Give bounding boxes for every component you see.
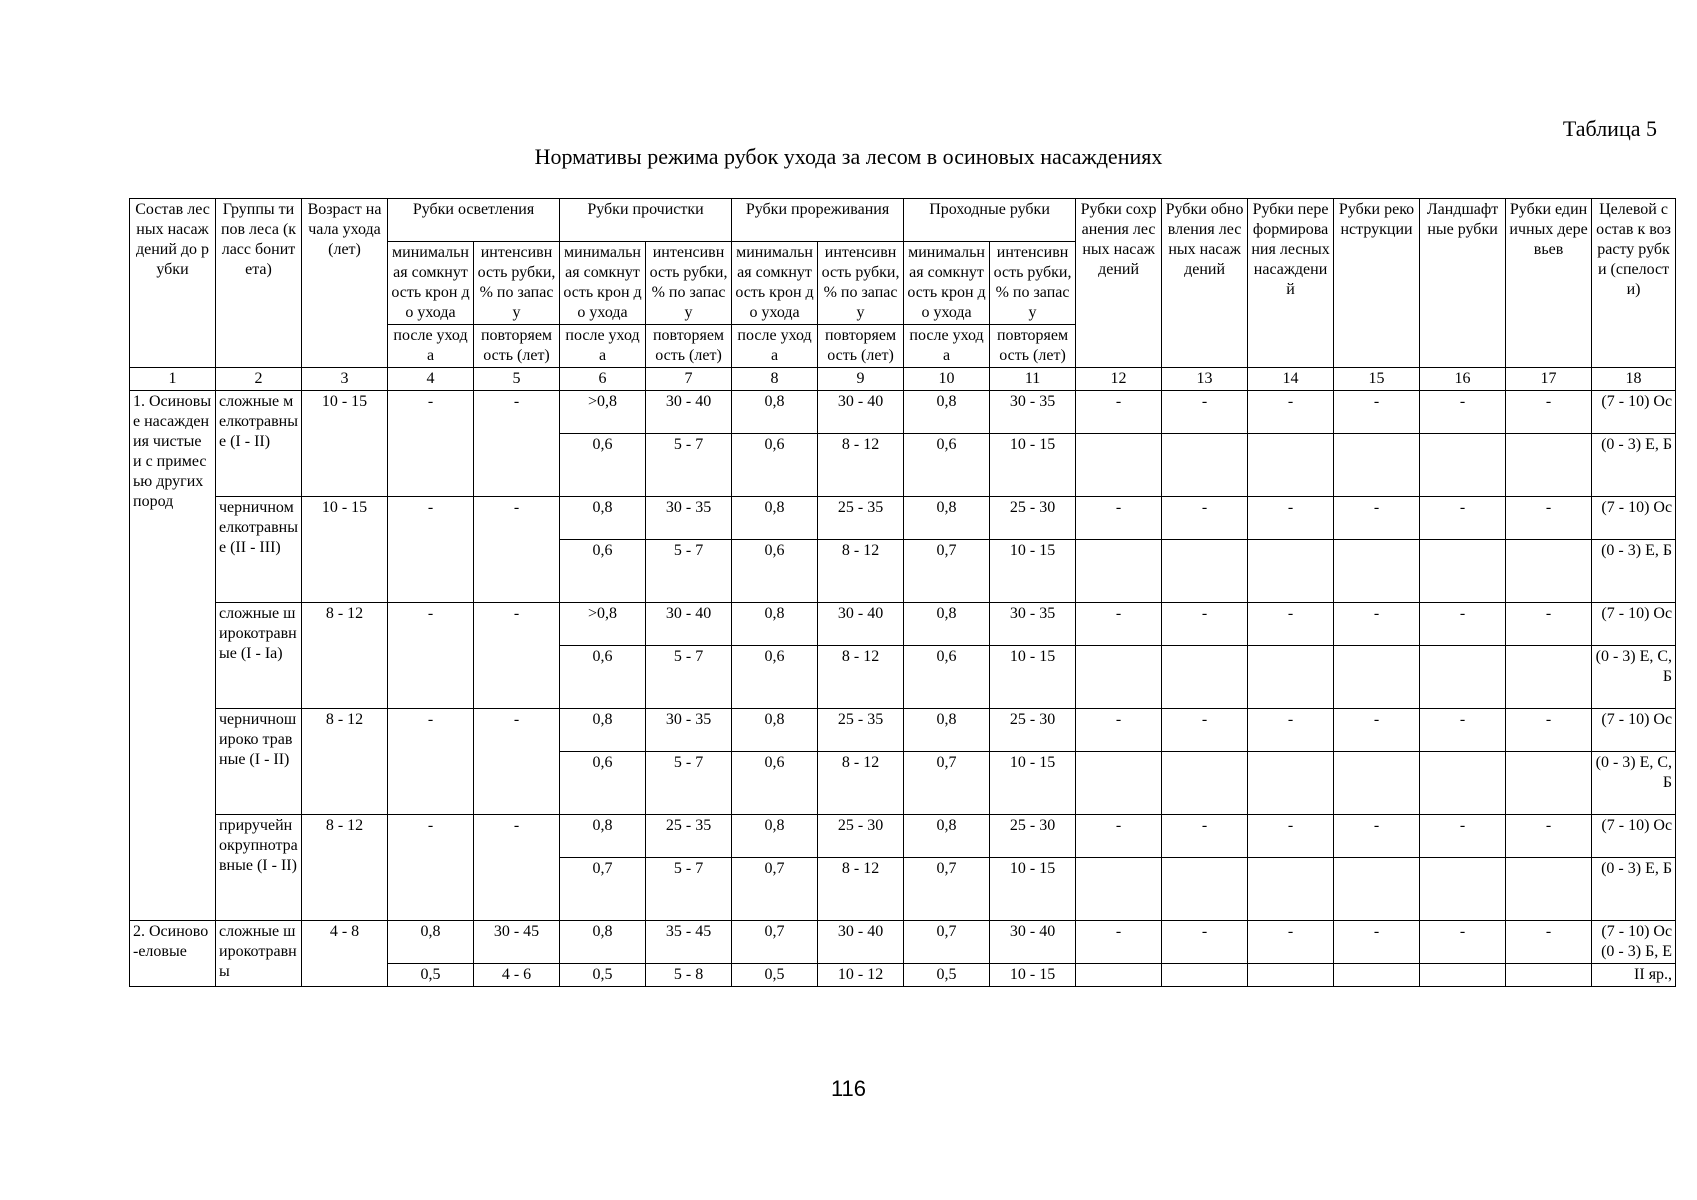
header-after-care: после ухода (732, 325, 818, 368)
value-cell: 0,8 (732, 815, 818, 858)
start-age-cell: 8 - 12 (302, 603, 388, 709)
empty-cell (1420, 858, 1506, 921)
header-composition: Состав лесных насаждений до рубки (130, 199, 216, 368)
value-cell: 0,6 (560, 752, 646, 815)
header-preservation: Рубки сохранения лесных насаждений (1076, 199, 1162, 368)
value-cell: 10 - 15 (990, 646, 1076, 709)
start-age-cell: 4 - 8 (302, 921, 388, 987)
value-cell: - (1162, 603, 1248, 646)
empty-cell (1162, 540, 1248, 603)
header-target: Целевой состав к возрасту рубки (спелости) (1592, 199, 1676, 368)
value-cell: 8 - 12 (818, 858, 904, 921)
value-cell: - (1248, 921, 1334, 964)
value-cell: 0,5 (732, 964, 818, 987)
table-row (130, 709, 1676, 752)
value-cell: 30 - 35 (646, 709, 732, 752)
header-min-density: минимальная сомкнутость крон до ухода (388, 242, 474, 325)
table-row (130, 497, 1676, 540)
empty-cell (1506, 858, 1592, 921)
value-cell: 0,5 (560, 964, 646, 987)
value-cell: - (1420, 815, 1506, 858)
empty-cell (1334, 752, 1420, 815)
value-cell: 0,7 (732, 921, 818, 964)
value-cell: - (1076, 921, 1162, 964)
column-number: 13 (1162, 368, 1248, 391)
value-cell: 0,7 (904, 921, 990, 964)
value-cell: 0,8 (560, 709, 646, 752)
value-cell: 30 - 45 (474, 921, 560, 964)
empty-cell (1076, 540, 1162, 603)
column-number-row (130, 368, 1676, 391)
value-cell: 0,6 (732, 434, 818, 497)
empty-cell (1076, 858, 1162, 921)
value-cell: 5 - 7 (646, 540, 732, 603)
empty-cell (1420, 752, 1506, 815)
value-cell: - (1162, 815, 1248, 858)
value-cell: 10 - 15 (990, 540, 1076, 603)
value-cell: >0,8 (560, 391, 646, 434)
value-cell: - (1506, 815, 1592, 858)
value-cell: - (1420, 921, 1506, 964)
value-cell: 30 - 35 (990, 603, 1076, 646)
value-cell: 5 - 7 (646, 434, 732, 497)
value-cell: 25 - 35 (818, 497, 904, 540)
value-cell: - (1506, 603, 1592, 646)
target-cell: (0 - 3) Е, Б (1592, 858, 1676, 921)
empty-cell (1248, 540, 1334, 603)
value-cell: - (388, 709, 474, 815)
value-cell: 8 - 12 (818, 540, 904, 603)
column-number: 7 (646, 368, 732, 391)
column-number: 12 (1076, 368, 1162, 391)
value-cell: - (388, 497, 474, 603)
value-cell: 5 - 8 (646, 964, 732, 987)
page-title: Нормативы режима рубок ухода за лесом в осиновых насаждениях (534, 144, 1163, 169)
value-cell: 5 - 7 (646, 646, 732, 709)
value-cell: 10 - 15 (990, 964, 1076, 987)
value-cell: - (388, 391, 474, 497)
target-cell: (0 - 3) Е, С, Б (1592, 646, 1676, 709)
value-cell: - (1420, 709, 1506, 752)
value-cell: 0,8 (732, 497, 818, 540)
header-passing: Проходные рубки (904, 199, 1076, 242)
header-renewal: Рубки обновления лесных насаждений (1162, 199, 1248, 368)
value-cell: - (1334, 497, 1420, 540)
empty-cell (1420, 540, 1506, 603)
column-number: 15 (1334, 368, 1420, 391)
forest-type-cell: черничношироко травные (I - II) (216, 709, 302, 815)
value-cell: - (1420, 603, 1506, 646)
value-cell: - (1076, 603, 1162, 646)
header-row (130, 199, 1676, 242)
table-row (130, 815, 1676, 858)
target-cell: II яр., (1592, 964, 1676, 987)
target-cell: (7 - 10) Ос (1592, 497, 1676, 540)
empty-cell (1334, 646, 1420, 709)
empty-cell (1162, 752, 1248, 815)
empty-cell (1506, 646, 1592, 709)
value-cell: 0,8 (904, 603, 990, 646)
value-cell: 0,8 (904, 497, 990, 540)
header-clarification: Рубки осветления (388, 199, 560, 242)
value-cell: - (1334, 391, 1420, 434)
value-cell: 0,5 (904, 964, 990, 987)
header-repeat: повторяемость (лет) (474, 325, 560, 368)
value-cell: 0,8 (388, 921, 474, 964)
column-number: 11 (990, 368, 1076, 391)
value-cell: - (1334, 921, 1420, 964)
value-cell: 25 - 30 (990, 709, 1076, 752)
value-cell: 0,6 (732, 540, 818, 603)
value-cell: 0,6 (560, 434, 646, 497)
value-cell: 0,6 (560, 540, 646, 603)
empty-cell (1162, 434, 1248, 497)
empty-cell (1248, 434, 1334, 497)
header-after-care: после ухода (904, 325, 990, 368)
forest-type-cell: приручейнокрупнотравные (I - II) (216, 815, 302, 921)
value-cell: - (388, 815, 474, 921)
value-cell: 0,6 (904, 646, 990, 709)
value-cell: 0,8 (904, 815, 990, 858)
value-cell: 0,8 (560, 921, 646, 964)
empty-cell (1420, 964, 1506, 987)
column-number: 1 (130, 368, 216, 391)
value-cell: 4 - 6 (474, 964, 560, 987)
column-number: 5 (474, 368, 560, 391)
start-age-cell: 8 - 12 (302, 709, 388, 815)
header-min-density: минимальная сомкнутость крон до ухода (904, 242, 990, 325)
value-cell: - (1076, 497, 1162, 540)
header-after-care: после ухода (388, 325, 474, 368)
header-intensity: интенсивность рубки, % по запасу (646, 242, 732, 325)
value-cell: - (1248, 391, 1334, 434)
value-cell: 0,7 (904, 858, 990, 921)
value-cell: - (1334, 603, 1420, 646)
value-cell: 30 - 40 (818, 921, 904, 964)
value-cell: - (1076, 709, 1162, 752)
target-cell: (7 - 10) Ос (1592, 391, 1676, 434)
empty-cell (1248, 646, 1334, 709)
target-cell: (7 - 10) Ос (1592, 709, 1676, 752)
target-cell: (0 - 3) Е, Б (1592, 434, 1676, 497)
forest-type-cell: черничномелкотравные (II - III) (216, 497, 302, 603)
value-cell: - (1162, 709, 1248, 752)
value-cell: 5 - 7 (646, 858, 732, 921)
column-number: 3 (302, 368, 388, 391)
empty-cell (1076, 646, 1162, 709)
header-intensity: интенсивность рубки, % по запасу (990, 242, 1076, 325)
value-cell: - (1506, 497, 1592, 540)
header-thinning: Рубки прореживания (732, 199, 904, 242)
forest-type-cell: сложные широкотравны (216, 921, 302, 987)
value-cell: 30 - 40 (646, 603, 732, 646)
value-cell: - (1506, 391, 1592, 434)
column-number: 16 (1420, 368, 1506, 391)
value-cell: >0,8 (560, 603, 646, 646)
empty-cell (1248, 858, 1334, 921)
value-cell: 8 - 12 (818, 752, 904, 815)
column-number: 8 (732, 368, 818, 391)
empty-cell (1334, 964, 1420, 987)
value-cell: 0,6 (732, 646, 818, 709)
empty-cell (1162, 964, 1248, 987)
empty-cell (1420, 434, 1506, 497)
header-start-age: Возраст начала ухода (лет) (302, 199, 388, 368)
value-cell: - (1334, 709, 1420, 752)
composition-cell: 2. Осиново-еловые (130, 921, 216, 987)
value-cell: 30 - 40 (646, 391, 732, 434)
value-cell: 25 - 30 (818, 815, 904, 858)
column-number: 6 (560, 368, 646, 391)
value-cell: 10 - 15 (990, 858, 1076, 921)
value-cell: - (474, 709, 560, 815)
value-cell: - (1162, 497, 1248, 540)
table-label: Таблица 5 (1562, 116, 1657, 141)
value-cell: 35 - 45 (646, 921, 732, 964)
value-cell: 0,8 (732, 709, 818, 752)
empty-cell (1162, 646, 1248, 709)
value-cell: - (1420, 497, 1506, 540)
header-cleaning: Рубки прочистки (560, 199, 732, 242)
empty-cell (1076, 964, 1162, 987)
value-cell: 0,8 (904, 709, 990, 752)
value-cell: - (1506, 709, 1592, 752)
value-cell: 0,7 (904, 540, 990, 603)
value-cell: - (1162, 391, 1248, 434)
empty-cell (1506, 540, 1592, 603)
target-cell: (7 - 10) Ос (1592, 603, 1676, 646)
empty-cell (1248, 752, 1334, 815)
value-cell: 0,8 (904, 391, 990, 434)
empty-cell (1076, 434, 1162, 497)
value-cell: 8 - 12 (818, 434, 904, 497)
page-number: 116 (830, 1076, 867, 1101)
empty-cell (1506, 434, 1592, 497)
header-intensity: интенсивность рубки, % по запасу (818, 242, 904, 325)
header-repeat: повторяемость (лет) (818, 325, 904, 368)
header-reformation: Рубки переформирования лесных насаждений (1248, 199, 1334, 368)
column-number: 18 (1592, 368, 1676, 391)
value-cell: 0,8 (560, 815, 646, 858)
value-cell: - (1506, 921, 1592, 964)
value-cell: 0,6 (904, 434, 990, 497)
value-cell: 0,7 (560, 858, 646, 921)
empty-cell (1334, 434, 1420, 497)
empty-cell (1506, 964, 1592, 987)
value-cell: - (388, 603, 474, 709)
column-number: 10 (904, 368, 990, 391)
value-cell: 30 - 35 (990, 391, 1076, 434)
value-cell: 0,5 (388, 964, 474, 987)
empty-cell (1420, 646, 1506, 709)
value-cell: 30 - 35 (646, 497, 732, 540)
value-cell: 25 - 35 (818, 709, 904, 752)
value-cell: 25 - 30 (990, 815, 1076, 858)
forest-type-cell: сложные широкотравные (I - Ia) (216, 603, 302, 709)
target-cell: (7 - 10) Ос (1592, 815, 1676, 858)
value-cell: 0,6 (560, 646, 646, 709)
header-min-density: минимальная сомкнутость крон до ухода (560, 242, 646, 325)
value-cell: 10 - 12 (818, 964, 904, 987)
value-cell: - (1248, 709, 1334, 752)
value-cell: - (474, 497, 560, 603)
target-cell: (0 - 3) Е, Б (1592, 540, 1676, 603)
value-cell: - (1248, 497, 1334, 540)
value-cell: - (1076, 815, 1162, 858)
empty-cell (1506, 752, 1592, 815)
column-number: 9 (818, 368, 904, 391)
start-age-cell: 10 - 15 (302, 497, 388, 603)
value-cell: 25 - 35 (646, 815, 732, 858)
table-row (130, 603, 1676, 646)
table-row (130, 391, 1676, 434)
value-cell: 0,6 (732, 752, 818, 815)
empty-cell (1334, 540, 1420, 603)
value-cell: 10 - 15 (990, 434, 1076, 497)
value-cell: - (1420, 391, 1506, 434)
value-cell: 5 - 7 (646, 752, 732, 815)
column-number: 14 (1248, 368, 1334, 391)
empty-cell (1162, 858, 1248, 921)
target-cell: (7 - 10) Ос (0 - 3) Б, Е (1592, 921, 1676, 964)
header-forest-groups: Группы типов леса (класс бонитета) (216, 199, 302, 368)
value-cell: 0,8 (560, 497, 646, 540)
empty-cell (1248, 964, 1334, 987)
value-cell: - (1248, 815, 1334, 858)
value-cell: 0,8 (732, 391, 818, 434)
header-reconstruction: Рубки реконструкции (1334, 199, 1420, 368)
value-cell: - (474, 815, 560, 921)
header-repeat: повторяемость (лет) (990, 325, 1076, 368)
value-cell: 30 - 40 (990, 921, 1076, 964)
forest-type-cell: сложные мелкотравные (I - II) (216, 391, 302, 497)
value-cell: 8 - 12 (818, 646, 904, 709)
composition-cell: 1. Осиновые насаждения чистые и с примесью других пород (130, 391, 216, 921)
start-age-cell: 10 - 15 (302, 391, 388, 497)
header-single-trees: Рубки единичных деревьев (1506, 199, 1592, 368)
value-cell: 0,7 (904, 752, 990, 815)
table-row (130, 921, 1676, 964)
header-repeat: повторяемость (лет) (646, 325, 732, 368)
value-cell: 0,8 (732, 603, 818, 646)
value-cell: 30 - 40 (818, 603, 904, 646)
value-cell: 10 - 15 (990, 752, 1076, 815)
start-age-cell: 8 - 12 (302, 815, 388, 921)
column-number: 4 (388, 368, 474, 391)
value-cell: - (1162, 921, 1248, 964)
value-cell: 25 - 30 (990, 497, 1076, 540)
value-cell: - (474, 391, 560, 497)
value-cell: - (1334, 815, 1420, 858)
column-number: 17 (1506, 368, 1592, 391)
header-intensity: интенсивность рубки, % по запасу (474, 242, 560, 325)
value-cell: 30 - 40 (818, 391, 904, 434)
header-after-care: после ухода (560, 325, 646, 368)
column-number: 2 (216, 368, 302, 391)
empty-cell (1334, 858, 1420, 921)
value-cell: 0,7 (732, 858, 818, 921)
header-min-density: минимальная сомкнутость крон до ухода (732, 242, 818, 325)
value-cell: - (1248, 603, 1334, 646)
header-landscape: Ландшафтные рубки (1420, 199, 1506, 368)
value-cell: - (474, 603, 560, 709)
norms-table (129, 198, 1676, 987)
empty-cell (1076, 752, 1162, 815)
target-cell: (0 - 3) Е, С, Б (1592, 752, 1676, 815)
value-cell: - (1076, 391, 1162, 434)
